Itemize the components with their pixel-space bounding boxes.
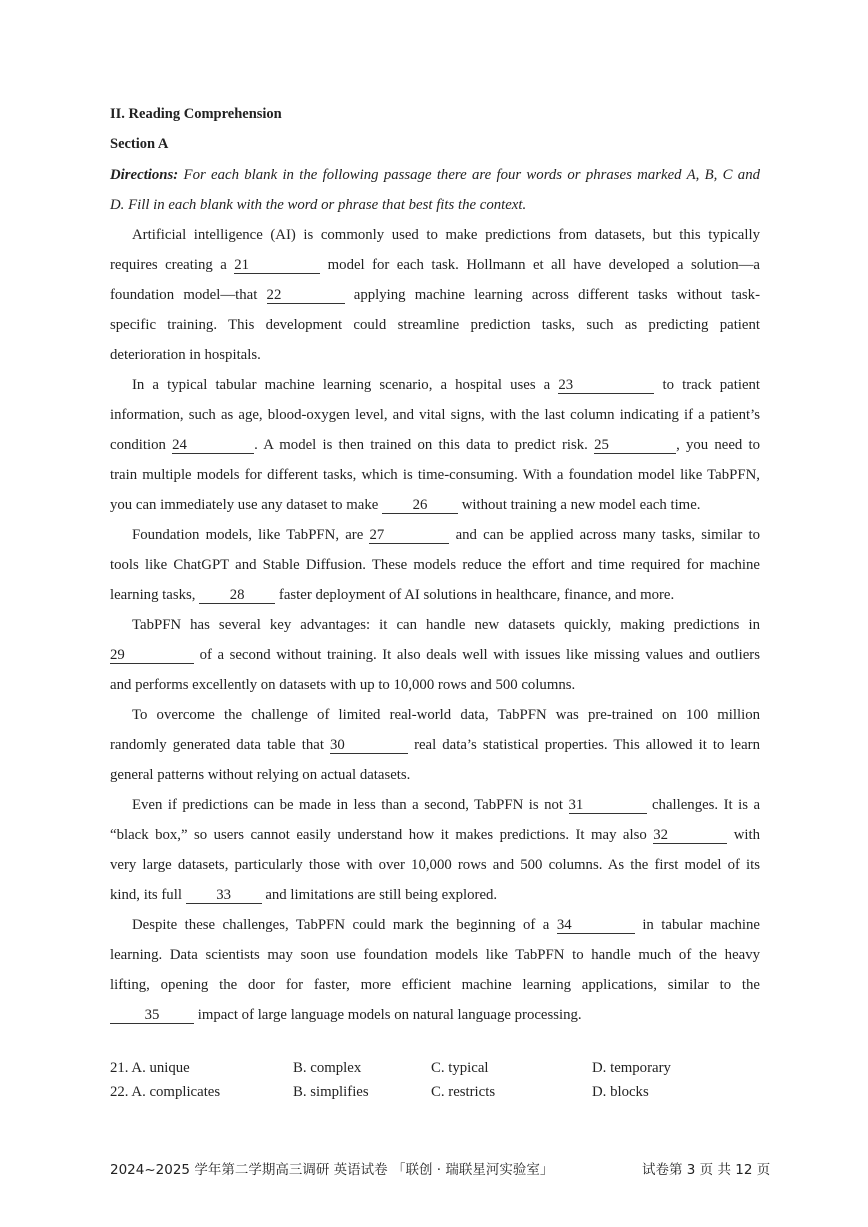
blank-22[interactable]: 22	[267, 287, 345, 304]
blank-30[interactable]: 30	[330, 737, 408, 754]
option-22-c[interactable]: C. restricts	[431, 1084, 496, 1100]
blank-35[interactable]: 35	[110, 1007, 194, 1024]
passage-line: In a typical tabular machine learning scenario, a hospital uses a 23 to track patient	[132, 377, 761, 393]
blank-29[interactable]: 29	[110, 647, 194, 664]
passage-line: you can immediately use any dataset to make 26 without training a new model each time.	[110, 497, 701, 513]
passage-line: “black box,” so users cannot easily understand how it makes predictions. It may also 32 with	[110, 827, 761, 843]
blank-28[interactable]: 28	[199, 587, 275, 604]
passage-line: deterioration in hospitals.	[110, 347, 261, 363]
passage-line: TabPFN has several key advantages: it can handle new datasets quickly, making predictions in	[132, 617, 760, 633]
blank-24[interactable]: 24	[172, 437, 254, 454]
passage-line: information, such as age, blood-oxygen level, and vital signs, with the last column indicating if a patient’s	[110, 407, 760, 423]
passage-line: Despite these challenges, TabPFN could mark the beginning of a 34 in tabular machine	[132, 917, 760, 933]
passage-line: Even if predictions can be made in less than a second, TabPFN is not 31 challenges. It is a	[132, 797, 761, 813]
option-21-c[interactable]: C. typical	[431, 1060, 489, 1076]
blank-27[interactable]: 27	[369, 527, 449, 544]
option-22-b[interactable]: B. simplifies	[293, 1084, 369, 1100]
passage-line: general patterns without relying on actual datasets.	[110, 767, 411, 783]
blank-32[interactable]: 32	[653, 827, 727, 844]
blank-34[interactable]: 34	[557, 917, 635, 934]
passage-line: condition 24 . A model is then trained on this data to predict risk. 25 , you need to	[110, 437, 761, 453]
passage-line: randomly generated data table that 30 real data’s statistical properties. This allowed it to learn	[110, 737, 761, 753]
passage-line: tools like ChatGPT and Stable Diffusion. These models reduce the effort and time required for machine	[110, 557, 760, 573]
passage-line: learning. Data scientists may soon use foundation models like TabPFN to handle much of the heavy	[110, 947, 760, 963]
directions-line-2: D. Fill in each blank with the word or phrase that best fits the context.	[110, 197, 527, 213]
passage-line: learning tasks, 28 faster deployment of AI solutions in healthcare, finance, and more.	[110, 587, 675, 603]
footer-exam-title: 2024~2025 学年第二学期高三调研 英语试卷	[110, 1162, 388, 1178]
passage-line: 35 impact of large language models on natural language processing.	[110, 1006, 760, 1024]
option-21-a[interactable]: 21. A. unique	[110, 1060, 190, 1076]
blank-33[interactable]: 33	[186, 887, 262, 904]
blank-21[interactable]: 21	[234, 257, 320, 274]
heading: II. Reading Comprehension	[110, 106, 282, 122]
blank-25[interactable]: 25	[594, 437, 676, 454]
blank-23[interactable]: 23	[558, 377, 654, 394]
section-title: Section A	[110, 136, 169, 152]
passage-line: train multiple models for different tasks, which is time-consuming. With a foundation model like TabPFN,	[110, 467, 760, 483]
option-21-d[interactable]: D. temporary	[592, 1060, 671, 1076]
passage-line: specific training. This development could streamline prediction tasks, such as predicting patient	[110, 317, 760, 333]
passage-line: 29 of a second without training. It also deals well with issues like missing values and outliers	[110, 647, 760, 663]
blank-31[interactable]: 31	[569, 797, 647, 814]
passage-line: foundation model—that 22 applying machine learning across different tasks without task-	[110, 287, 760, 303]
directions-label: Directions:	[110, 167, 179, 183]
option-21-b[interactable]: B. complex	[293, 1060, 362, 1076]
directions-line-1: Directions: For each blank in the following passage there are four words or phrases marked A, B, C and	[110, 167, 761, 183]
blank-26[interactable]: 26	[382, 497, 458, 514]
passage-line: kind, its full 33 and limitations are still being explored.	[110, 887, 498, 903]
passage-line: Foundation models, like TabPFN, are 27 and can be applied across many tasks, similar to	[132, 527, 760, 543]
option-22-a[interactable]: 22. A. complicates	[110, 1084, 221, 1100]
option-22-d[interactable]: D. blocks	[592, 1084, 649, 1100]
passage-line: very large datasets, particularly those with over 10,000 rows and 500 columns. As the first model of its	[110, 857, 760, 873]
passage-line: and performs excellently on datasets with up to 10,000 rows and 500 columns.	[110, 677, 576, 693]
footer-lab-name: 「联创 · 瑞联星河实验室」	[392, 1162, 554, 1178]
footer-page-number: 试卷第 3 页 共 12 页	[642, 1162, 771, 1178]
passage-line: Artificial intelligence (AI) is commonly used to make predictions from datasets, but this typically	[132, 227, 760, 243]
passage-line: requires creating a 21 model for each task. Hollmann et all have developed a solution—a	[110, 257, 760, 273]
passage-line: lifting, opening the door for faster, more efficient machine learning applications, similar to the	[110, 977, 760, 993]
passage-line: To overcome the challenge of limited real-world data, TabPFN was pre-trained on 100 million	[132, 707, 760, 723]
